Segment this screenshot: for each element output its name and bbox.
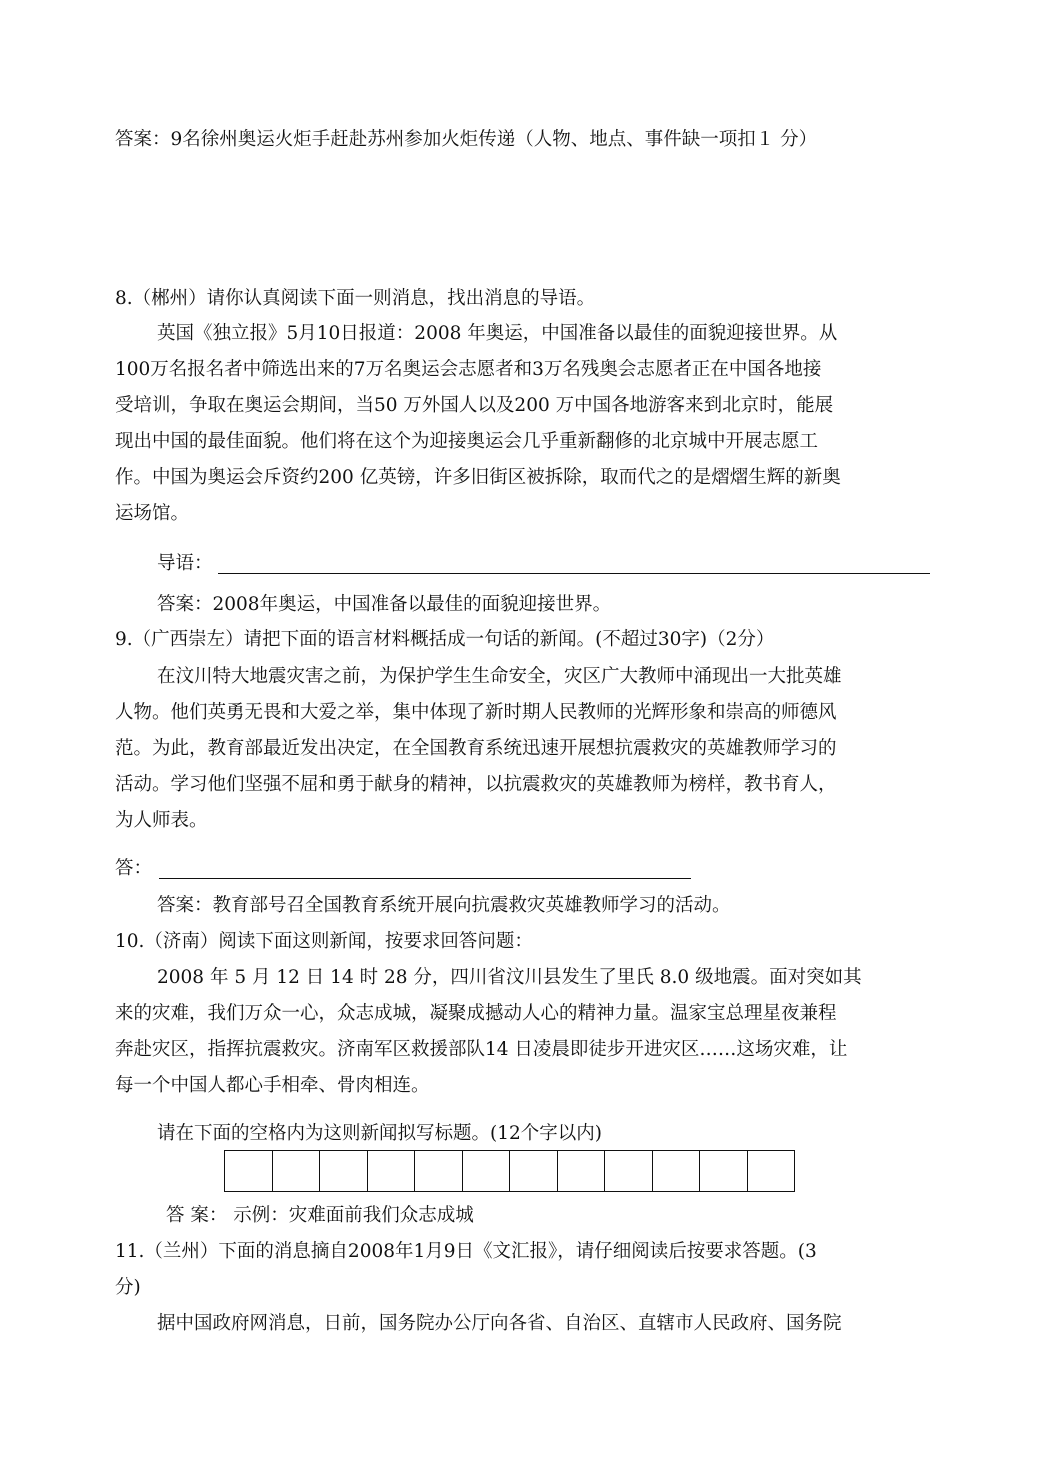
title-grid-cell[interactable] (510, 1151, 558, 1191)
q10-answer: 答 案： 示例：灾难面前我们众志成城 (166, 1205, 474, 1226)
q9-para-line: 在汶川特大地震灾害之前，为保护学生生命安全，灾区广大教师中涌现出一大批英雄 (157, 666, 842, 687)
title-grid (224, 1150, 795, 1192)
q10-title: 10.（济南）阅读下面这则新闻，按要求回答问题： (115, 931, 533, 952)
q10-para-line: 奔赴灾区，指挥抗震救灾。济南军区救援部队14 日凌晨即徒步开进灾区……这场灾难，让 (115, 1039, 848, 1060)
q9-para-line: 范。为此，教育部最近发出决定，在全国教育系统迅速开展想抗震救灾的英雄教师学习的 (115, 738, 837, 759)
q9-title: 9.（广西崇左）请把下面的语言材料概括成一句话的新闻。(不超过30字)（2分） (115, 629, 775, 650)
q9-answer: 答案：教育部号召全国教育系统开展向抗震救灾英雄教师学习的活动。 (157, 895, 731, 916)
answer-q7: 答案：9名徐州奥运火炬手赶赴苏州参加火炬传递（人物、地点、事件缺一项扣１ 分） (115, 129, 818, 150)
q10-prompt: 请在下面的空格内为这则新闻拟写标题。(12个字以内) (157, 1123, 602, 1144)
q8-para-line: 运场馆。 (115, 503, 190, 524)
q8-lead-label: 导语： (157, 553, 213, 574)
q8-title: 8.（郴州）请你认真阅读下面一则消息，找出消息的导语。 (115, 288, 596, 309)
q10-para-line: 来的灾难，我们万众一心，众志成城，凝聚成撼动人心的精神力量。温家宝总理星夜兼程 (115, 1003, 837, 1024)
q8-answer-blank[interactable] (218, 573, 930, 574)
q8-para-line: 作。中国为奥运会斥资约200 亿英镑，许多旧街区被拆除，取而代之的是熠熠生辉的新奥 (115, 467, 841, 488)
q9-para-line: 人物。他们英勇无畏和大爱之举，集中体现了新时期人民教师的光辉形象和崇高的师德风 (115, 702, 837, 723)
title-grid-cell[interactable] (368, 1151, 416, 1191)
q8-answer: 答案：2008年奥运，中国准备以最佳的面貌迎接世界。 (157, 594, 612, 615)
title-grid-cell[interactable] (225, 1151, 273, 1191)
title-grid-cell[interactable] (273, 1151, 321, 1191)
title-grid-cell[interactable] (415, 1151, 463, 1191)
q11-para-line: 据中国政府网消息，日前，国务院办公厅向各省、自治区、直辖市人民政府、国务院 (157, 1313, 842, 1334)
title-grid-cell[interactable] (463, 1151, 511, 1191)
q9-para-line: 为人师表。 (115, 810, 208, 831)
q9-para-line: 活动。学习他们坚强不屈和勇于献身的精神，以抗震救灾的英雄教师为榜样，教书育人， (115, 774, 837, 795)
title-grid-cell[interactable] (605, 1151, 653, 1191)
q8-para-line: 100万名报名者中筛选出来的7万名奥运会志愿者和3万名残奥会志愿者正在中国各地接 (115, 359, 822, 380)
q8-para-line: 现出中国的最佳面貌。他们将在这个为迎接奥运会几乎重新翻修的北京城中开展志愿工 (115, 431, 819, 452)
title-grid-cell[interactable] (653, 1151, 701, 1191)
q10-para-line: 2008 年 5 月 12 日 14 时 28 分，四川省汶川县发生了里氏 8.0 级地震。面对突如其 (157, 967, 862, 988)
q11-title: 11.（兰州）下面的消息摘自2008年1月9日《文汇报》，请仔细阅读后按要求答题。(3 (115, 1241, 817, 1262)
title-grid-cell[interactable] (700, 1151, 748, 1191)
title-grid-cell[interactable] (320, 1151, 368, 1191)
q9-answer-blank[interactable] (159, 878, 691, 879)
q9-answer-label: 答： (115, 858, 153, 879)
title-grid-cell[interactable] (748, 1151, 796, 1191)
q10-para-line: 每一个中国人都心手相牵、骨肉相连。 (115, 1075, 430, 1096)
title-grid-cell[interactable] (558, 1151, 606, 1191)
q8-para-line: 英国《独立报》5月10日报道：2008 年奥运，中国准备以最佳的面貌迎接世界。从 (157, 323, 838, 344)
q8-para-line: 受培训，争取在奥运会期间，当50 万外国人以及200 万中国各地游客来到北京时，能展 (115, 395, 834, 416)
q11-title-cont: 分) (115, 1277, 141, 1298)
